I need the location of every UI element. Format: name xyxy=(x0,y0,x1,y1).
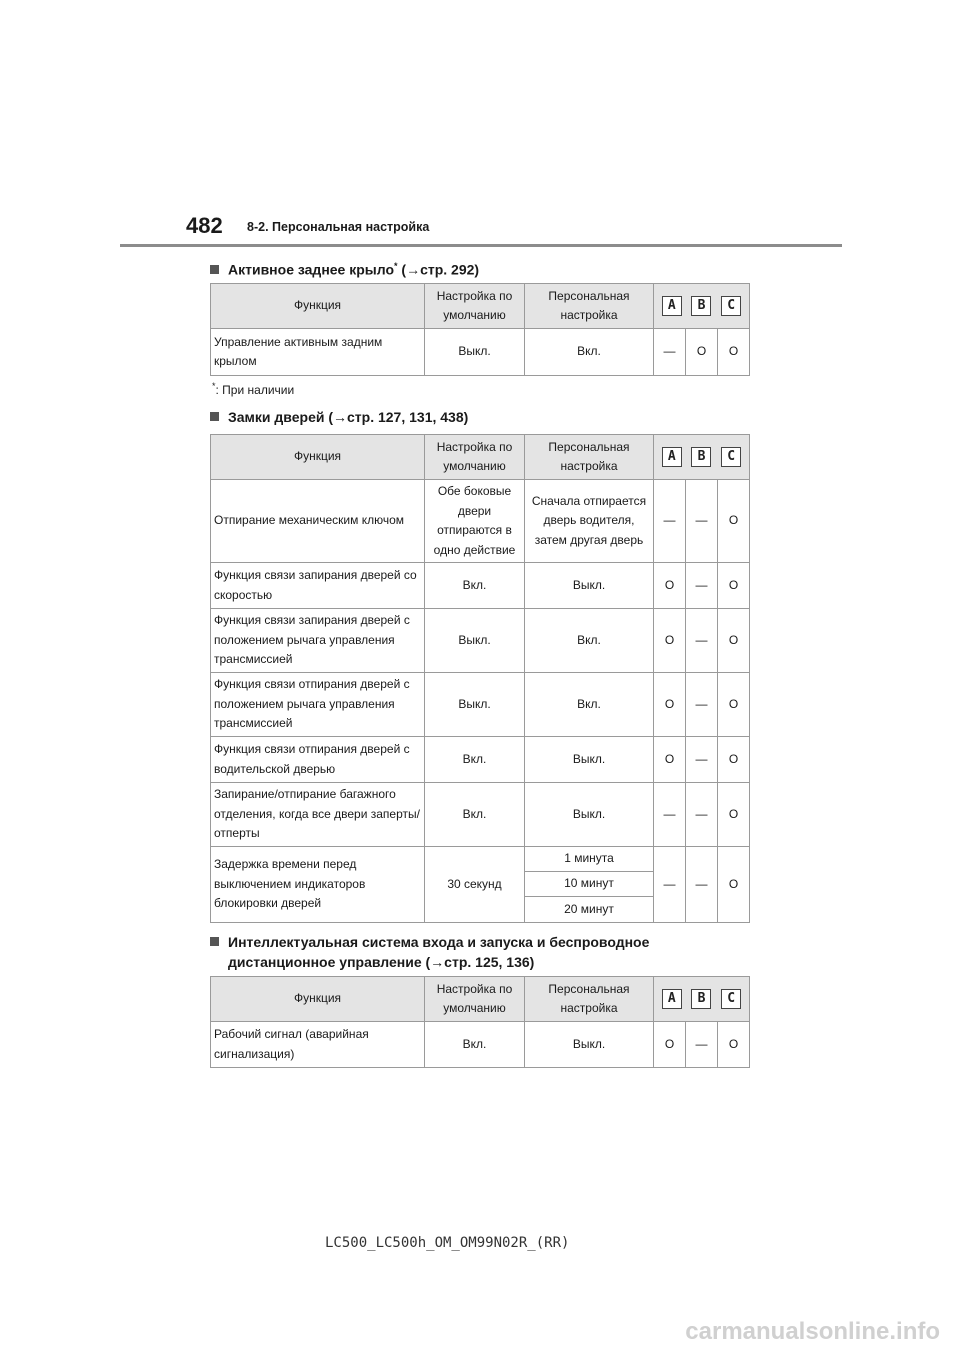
col-personal: Персональная настройка xyxy=(525,435,654,480)
badge-c-icon: C xyxy=(721,989,741,1009)
cell-personal: Вкл. xyxy=(525,329,654,376)
cell-personal-option: 1 минута xyxy=(525,847,654,872)
cell-a: O xyxy=(654,1022,686,1068)
cell-a: O xyxy=(654,563,686,609)
table-row xyxy=(211,673,750,737)
cell-c: O xyxy=(718,737,750,783)
heading-smart-entry-line2: дистанционное управление (→стр. 125, 136) xyxy=(228,954,535,970)
cell-b: — xyxy=(686,1022,718,1068)
badge-a-icon: A xyxy=(662,296,682,316)
square-bullet-icon xyxy=(210,265,219,274)
section-title: 8-2. Персональная настройка xyxy=(247,220,430,234)
cell-personal-option: 20 минут xyxy=(525,897,654,923)
col-abc xyxy=(654,977,750,1022)
cell-c: O xyxy=(718,480,750,563)
table-door-locks xyxy=(210,434,750,923)
cell-function: Управление активным задним крылом xyxy=(211,329,425,376)
cell-function: Рабочий сигнал (аварийная сигнализация) xyxy=(211,1022,425,1068)
badge-b-icon: B xyxy=(691,296,711,316)
cell-personal-option: 10 минут xyxy=(525,872,654,897)
cell-default: Вкл. xyxy=(425,737,525,783)
cell-default: 30 секунд xyxy=(425,847,525,923)
cell-c: O xyxy=(718,563,750,609)
cell-default: Вкл. xyxy=(425,563,525,609)
cell-b: — xyxy=(686,737,718,783)
table-row xyxy=(211,563,750,609)
cell-a: O xyxy=(654,673,686,737)
cell-function: Функция связи запирания дверей со скоростью xyxy=(211,563,425,609)
badge-b-icon: B xyxy=(691,989,711,1009)
footnote-text: : При наличии xyxy=(215,383,295,397)
cell-b: — xyxy=(686,480,718,563)
cell-function: Запирание/отпирание багажного отделения, когда все двери заперты/отперты xyxy=(211,783,425,847)
table-header-row xyxy=(211,977,750,1022)
badge-c-icon: C xyxy=(721,447,741,467)
header-rule xyxy=(120,244,842,247)
cell-default: Выкл. xyxy=(425,673,525,737)
col-default: Настройка по умолчанию xyxy=(425,435,525,480)
cell-default: Выкл. xyxy=(425,609,525,673)
cell-a: — xyxy=(654,480,686,563)
table-header-row xyxy=(211,435,750,480)
table-row xyxy=(211,783,750,847)
footnote-star: * xyxy=(212,381,216,391)
asterisk-mark: * xyxy=(394,261,398,271)
cell-b: O xyxy=(686,329,718,376)
cell-function: Задержка времени перед выключением индикаторов блокировки дверей xyxy=(211,847,425,923)
heading-smart-entry-line1: Интеллектуальная система входа и запуска и беспроводное xyxy=(228,934,650,950)
cell-c: O xyxy=(718,329,750,376)
cell-default: Обе боковые двери отпираются в одно действие xyxy=(425,480,525,563)
cell-b: — xyxy=(686,563,718,609)
heading-door-locks xyxy=(210,407,468,427)
badge-a-icon: A xyxy=(662,447,682,467)
col-abc xyxy=(654,284,750,329)
table-row xyxy=(211,737,750,783)
col-personal: Персональная настройка xyxy=(525,977,654,1022)
table-row xyxy=(211,329,750,376)
col-function: Функция xyxy=(211,284,425,329)
cell-b: — xyxy=(686,847,718,923)
document-code: LC500_LC500h_OM_OM99N02R_(RR) xyxy=(325,1235,570,1251)
cell-b: — xyxy=(686,783,718,847)
col-default: Настройка по умолчанию xyxy=(425,284,525,329)
table-active-spoiler xyxy=(210,283,750,376)
table-header-row xyxy=(211,284,750,329)
cell-c: O xyxy=(718,1022,750,1068)
col-abc xyxy=(654,435,750,480)
cell-function: Функция связи запирания дверей с положением рычага управления трансмиссией xyxy=(211,609,425,673)
badge-a-icon: A xyxy=(662,989,682,1009)
heading-active-spoiler-ref: (→стр. 292) xyxy=(397,261,480,278)
col-function: Функция xyxy=(211,435,425,480)
table-smart-entry xyxy=(210,976,750,1068)
heading-active-spoiler-text: Активное заднее крыло xyxy=(228,261,395,278)
footnote xyxy=(212,381,294,397)
badge-c-icon: C xyxy=(721,296,741,316)
square-bullet-icon xyxy=(210,412,219,421)
table-row xyxy=(211,847,750,872)
cell-a: — xyxy=(654,847,686,923)
cell-c: O xyxy=(718,673,750,737)
cell-personal: Вкл. xyxy=(525,609,654,673)
table-row xyxy=(211,609,750,673)
cell-function: Функция связи отпирания дверей с положением рычага управления трансмиссией xyxy=(211,673,425,737)
cell-c: O xyxy=(718,847,750,923)
col-default: Настройка по умолчанию xyxy=(425,977,525,1022)
page-number: 482 xyxy=(186,213,223,238)
cell-a: — xyxy=(654,329,686,376)
heading-door-locks-text: Замки дверей (→стр. 127, 131, 438) xyxy=(228,409,469,425)
table-row xyxy=(211,1022,750,1068)
cell-a: O xyxy=(654,609,686,673)
cell-personal: Вкл. xyxy=(525,673,654,737)
table-row xyxy=(211,480,750,563)
heading-smart-entry xyxy=(210,932,649,972)
cell-c: O xyxy=(718,783,750,847)
square-bullet-icon xyxy=(210,937,219,946)
cell-personal: Выкл. xyxy=(525,1022,654,1068)
cell-function: Отпирание механическим ключом xyxy=(211,480,425,563)
cell-personal: Сначала отпирается дверь водителя, затем другая дверь xyxy=(525,480,654,563)
cell-default: Выкл. xyxy=(425,329,525,376)
cell-c: O xyxy=(718,609,750,673)
cell-function: Функция связи отпирания дверей с водительской дверью xyxy=(211,737,425,783)
col-function: Функция xyxy=(211,977,425,1022)
col-personal: Персональная настройка xyxy=(525,284,654,329)
cell-personal: Выкл. xyxy=(525,783,654,847)
cell-b: — xyxy=(686,609,718,673)
cell-personal: Выкл. xyxy=(525,563,654,609)
cell-default: Вкл. xyxy=(425,783,525,847)
cell-b: — xyxy=(686,673,718,737)
cell-a: — xyxy=(654,783,686,847)
cell-personal: Выкл. xyxy=(525,737,654,783)
badge-b-icon: B xyxy=(691,447,711,467)
cell-a: O xyxy=(654,737,686,783)
watermark: carmanualsonline.info xyxy=(685,1318,940,1345)
cell-default: Вкл. xyxy=(425,1022,525,1068)
heading-active-spoiler xyxy=(210,256,479,280)
